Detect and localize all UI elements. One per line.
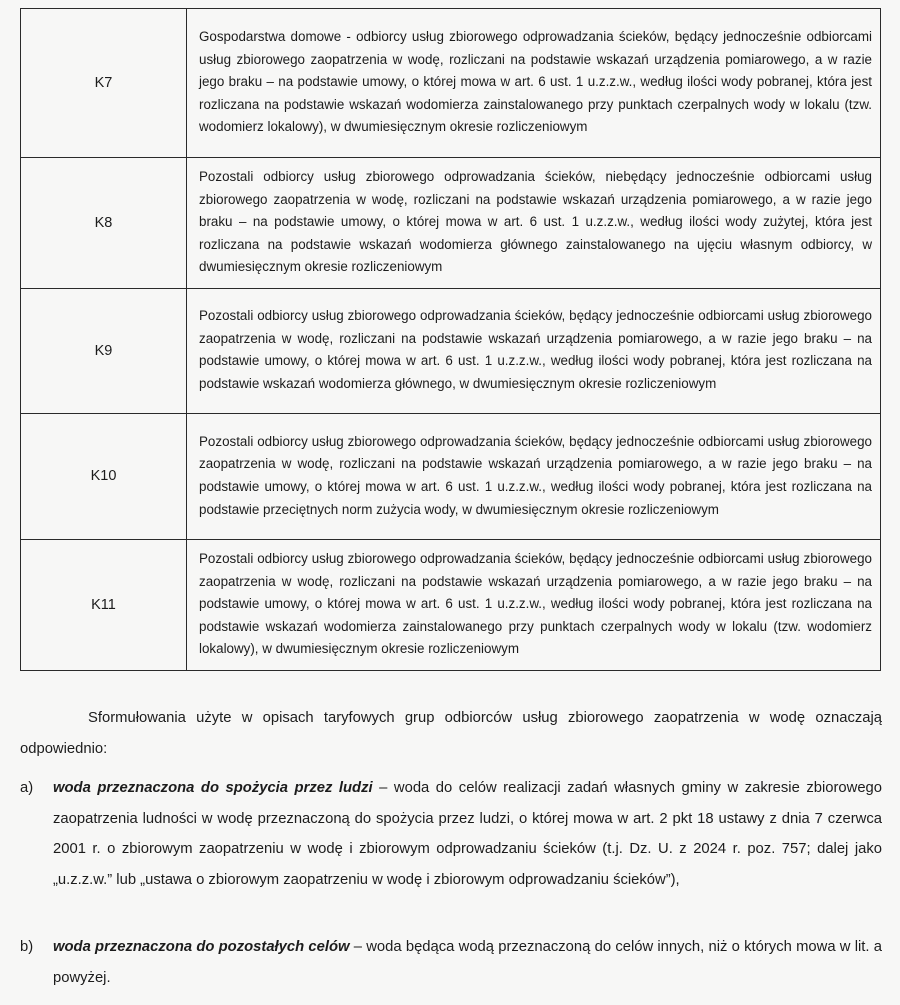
tariff-code-cell: K8 xyxy=(21,158,187,289)
table-row xyxy=(21,9,881,158)
table-row xyxy=(21,413,881,539)
tariff-code-cell: K10 xyxy=(21,413,187,539)
tariff-groups-table xyxy=(20,8,881,671)
tariff-description-cell: Gospodarstwa domowe - odbiorcy usług zbiorowego odprowadzania ścieków, będący jednocześnie odbiorcami usług zbiorowego zaopatrzenia w wodę, rozliczani na podstawie wskazań urządzenia pomiarowego, a w razie jego braku – na podstawie umowy, o której mowa w art. 6 ust. 1 u.z.z.w., według ilości wody pobranej, która jest rozliczana na podstawie wskazań wodomierza zainstalowanego przy punktach czerpalnych wody w lokalu (tzw. wodomierz lokalowy), w dwumiesięcznym okresie rozliczeniowym xyxy=(187,9,881,158)
table-row xyxy=(21,158,881,289)
tariff-code-cell: K7 xyxy=(21,9,187,158)
definition-item-a xyxy=(20,773,882,895)
table-row xyxy=(21,539,881,670)
tariff-code-cell: K11 xyxy=(21,539,187,670)
list-marker: b) xyxy=(20,939,34,955)
definition-text xyxy=(53,773,882,895)
definition-term: woda przeznaczona do pozostałych celów xyxy=(53,939,350,955)
definition-body: – woda do celów realizacji zadań własnych gminy w zakresie zbiorowego zaopatrzenia ludności w wodę przeznaczoną do spożycia przez ludzi, o której mowa w art. 2 pkt 18 ustawy z dnia 7 czerwca 2001 r. o zbiorowym zaopatrzeniu w wodę i zbiorowym odprowadzaniu ścieków (t.j. Dz. U. z 2024 r. poz. 757; dalej jako „u.z.z.w.” lub „ustawa o zbiorowym zaopatrzeniu w wodę i zbiorowym odprowadzaniu ścieków”), xyxy=(53,780,883,888)
definition-text xyxy=(53,932,882,993)
tariff-description-cell: Pozostali odbiorcy usług zbiorowego odprowadzania ścieków, będący jednocześnie odbiorcami usług zbiorowego zaopatrzenia w wodę, rozliczani na podstawie wskazań urządzenia pomiarowego, a w razie jego braku – na podstawie umowy, o której mowa w art. 6 ust. 1 u.z.z.w., według ilości wody pobranej, która jest rozliczana na podstawie przeciętnych norm zużycia wody, w dwumiesięcznym okresie rozliczeniowym xyxy=(187,413,881,539)
definition-body: – woda będąca wodą przeznaczoną do celów innych, niż o których mowa w lit. a powyżej. xyxy=(53,939,882,986)
tariff-description-cell: Pozostali odbiorcy usług zbiorowego odprowadzania ścieków, będący jednocześnie odbiorcami usług zbiorowego zaopatrzenia w wodę, rozliczani na podstawie wskazań urządzenia pomiarowego, a w razie jego braku – na podstawie umowy, o której mowa w art. 6 ust. 1 u.z.z.w., według ilości wody pobranej, która jest rozliczana na podstawie wskazań wodomierza głównego, w dwumiesięcznym okresie rozliczeniowym xyxy=(187,288,881,413)
intro-paragraph: Sformułowania użyte w opisach taryfowych grup odbiorców usług zbiorowego zaopatrzenia w wodę oznaczają odpowiednio: xyxy=(20,710,882,757)
definition-item-b xyxy=(20,932,882,993)
tariff-code-cell: K9 xyxy=(21,288,187,413)
definition-term: woda przeznaczona do spożycia przez ludzi xyxy=(53,780,373,796)
tariff-description-cell: Pozostali odbiorcy usług zbiorowego odprowadzania ścieków, niebędący jednocześnie odbiorcami usług zbiorowego zaopatrzenia w wodę, rozliczani na podstawie wskazań urządzenia pomiarowego, a w razie jego braku – na podstawie umowy, o której mowa w art. 6 ust. 1 u.z.z.w., według ilości wody zużytej, która jest rozliczana na podstawie wskazań wodomierza głównego zainstalowanego na ujęciu własnym odbiorcy, w dwumiesięcznym okresie rozliczeniowym xyxy=(187,158,881,289)
table-row xyxy=(21,288,881,413)
list-marker: a) xyxy=(20,780,34,796)
tariff-description-cell: Pozostali odbiorcy usług zbiorowego odprowadzania ścieków, będący jednocześnie odbiorcami usług zbiorowego zaopatrzenia w wodę, rozliczani na podstawie wskazań urządzenia pomiarowego, a w razie jego braku – na podstawie umowy, o której mowa w art. 6 ust. 1 u.z.z.w., według ilości wody pobranej, która jest rozliczana na podstawie wskazań wodomierza zainstalowanego przy punktach czerpalnych wody w lokalu (tzw. wodomierz lokalowy), w dwumiesięcznym okresie rozliczeniowym xyxy=(187,539,881,670)
